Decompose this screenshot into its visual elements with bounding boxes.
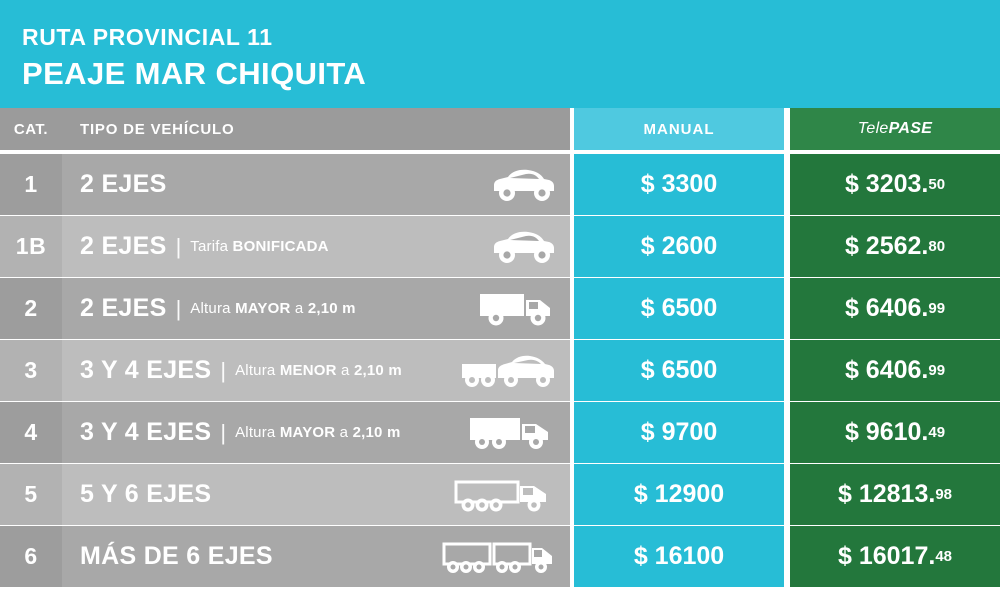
page-title: PEAJE MAR CHIQUITA <box>22 56 367 91</box>
cell-category: 5 <box>0 464 62 525</box>
table-header-row <box>0 108 1000 150</box>
cell-vehicle-type <box>62 340 570 401</box>
vehicle-axles-label: MÁS DE 6 EJES <box>80 542 273 570</box>
telepase-price-cents: 50 <box>928 176 946 193</box>
telepase-price-integer: $ 12813. <box>837 480 936 508</box>
cell-vehicle-type <box>62 464 570 525</box>
cell-category: 1B <box>0 216 62 277</box>
header <box>0 0 1000 108</box>
cell-price-manual: $ 9700 <box>574 402 784 463</box>
cell-category: 3 <box>0 340 62 401</box>
vehicle-note-label: Altura MENOR a 2,10 m <box>235 362 402 379</box>
rates-table <box>0 108 1000 587</box>
telepase-price-integer: $ 6406. <box>844 356 929 384</box>
cell-price-telepase <box>790 526 1000 587</box>
table-row <box>0 402 1000 463</box>
cell-price-manual: $ 6500 <box>574 278 784 339</box>
car-icon <box>438 225 558 269</box>
telepase-price-integer: $ 6406. <box>844 294 929 322</box>
table-row <box>0 526 1000 587</box>
cell-vehicle-type <box>62 526 570 587</box>
vehicle-note-label: Altura MAYOR a 2,10 m <box>190 300 356 317</box>
table-row <box>0 154 1000 215</box>
cell-category: 4 <box>0 402 62 463</box>
car-icon <box>438 163 558 207</box>
telepase-price-integer: $ 2562. <box>844 232 929 260</box>
cell-vehicle-type <box>62 402 570 463</box>
telepase-price-cents: 99 <box>928 300 946 317</box>
vehicle-axles-label: 3 Y 4 EJES <box>80 418 212 446</box>
telepase-price-integer: $ 3203. <box>844 170 929 198</box>
truck-2axle-icon <box>438 287 558 331</box>
column-header-vehicle-type: TIPO DE VEHÍCULO <box>62 108 570 150</box>
cell-vehicle-type <box>62 216 570 277</box>
table-row <box>0 278 1000 339</box>
cell-price-manual: $ 2600 <box>574 216 784 277</box>
telepase-price-cents: 49 <box>928 424 946 441</box>
telepase-price-integer: $ 9610. <box>844 418 929 446</box>
cell-price-manual: $ 12900 <box>574 464 784 525</box>
telepase-suffix: PASE <box>888 120 933 137</box>
cell-category: 1 <box>0 154 62 215</box>
cell-price-telepase <box>790 402 1000 463</box>
vehicle-axles-label: 2 EJES <box>80 170 167 198</box>
cell-vehicle-type <box>62 154 570 215</box>
cell-price-telepase <box>790 154 1000 215</box>
truck-semi-icon <box>438 473 558 517</box>
telepase-price-cents: 48 <box>935 548 952 565</box>
vehicle-axles-label: 2 EJES <box>80 232 167 260</box>
table-row <box>0 216 1000 277</box>
cell-category: 6 <box>0 526 62 587</box>
column-header-cat: CAT. <box>0 108 62 150</box>
separator-pipe: | <box>220 357 227 383</box>
telepase-price-cents: 80 <box>928 238 946 255</box>
telepase-price-integer: $ 16017. <box>837 542 936 570</box>
telepase-prefix: Tele <box>857 120 889 137</box>
telepase-price-cents: 98 <box>935 486 952 503</box>
separator-pipe: | <box>220 419 227 445</box>
cell-price-manual: $ 3300 <box>574 154 784 215</box>
vehicle-note-label: Altura MAYOR a 2,10 m <box>235 424 401 441</box>
column-header-manual: MANUAL <box>574 108 784 150</box>
cell-price-telepase <box>790 216 1000 277</box>
table-row <box>0 340 1000 401</box>
vehicle-axles-label: 5 Y 6 EJES <box>80 480 212 508</box>
car-trailer-icon <box>438 349 558 393</box>
cell-price-telepase <box>790 464 1000 525</box>
cell-price-telepase <box>790 340 1000 401</box>
table-row <box>0 464 1000 525</box>
vehicle-note-label: Tarifa BONIFICADA <box>190 238 329 255</box>
cell-category: 2 <box>0 278 62 339</box>
separator-pipe: | <box>175 295 182 321</box>
cell-price-manual: $ 6500 <box>574 340 784 401</box>
telepase-price-cents: 99 <box>928 362 946 379</box>
separator-pipe: | <box>175 233 182 259</box>
table-body <box>0 154 1000 587</box>
header-route-name: RUTA PROVINCIAL 11 <box>22 24 273 50</box>
cell-price-telepase <box>790 278 1000 339</box>
truck-3axle-icon <box>438 411 558 455</box>
truck-long-icon <box>438 535 558 579</box>
column-header-telepase <box>790 108 1000 150</box>
cell-price-manual: $ 16100 <box>574 526 784 587</box>
vehicle-axles-label: 2 EJES <box>80 294 167 322</box>
cell-vehicle-type <box>62 278 570 339</box>
vehicle-axles-label: 3 Y 4 EJES <box>80 356 212 384</box>
